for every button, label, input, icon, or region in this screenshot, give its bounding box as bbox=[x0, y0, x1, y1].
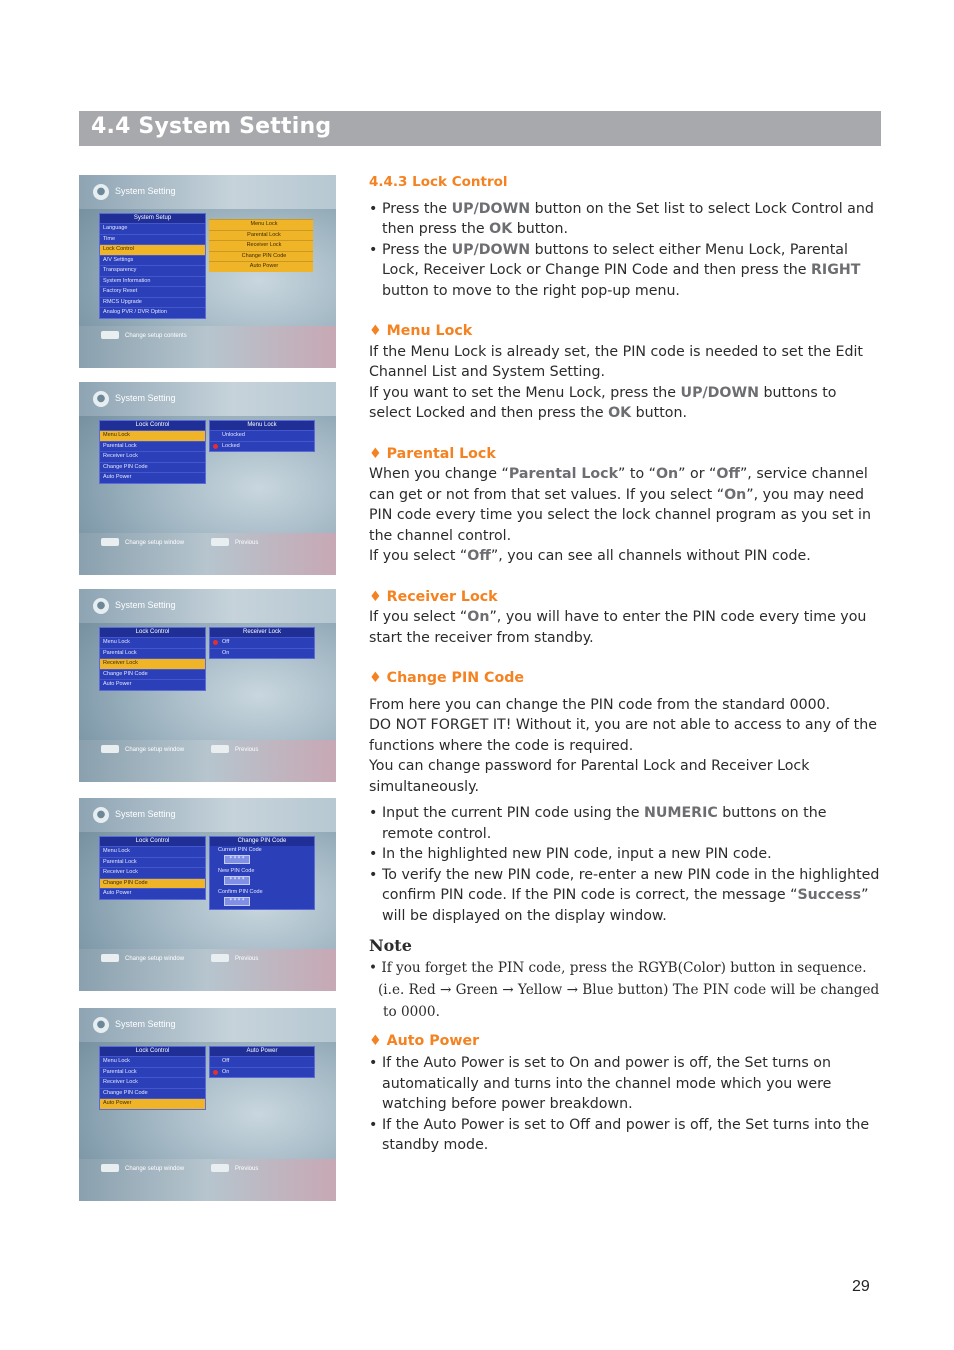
nav-key-icon bbox=[101, 745, 119, 753]
text: To verify the new PIN code, re-enter a new PIN code in the highlighted confirm PIN code. If the PIN code is correct, the message “ bbox=[382, 866, 880, 903]
text: If you select “ bbox=[369, 609, 468, 625]
option-label: On bbox=[222, 1068, 230, 1075]
popup-title: Receiver Lock bbox=[210, 628, 314, 637]
confirm-pin-label: Confirm PIN Code bbox=[218, 889, 263, 895]
osd-hint: Previous bbox=[235, 747, 259, 753]
lock-control-menu bbox=[99, 836, 206, 900]
menu-item: Receiver Lock bbox=[100, 1077, 205, 1088]
menu-item: Parental Lock bbox=[100, 648, 205, 659]
popup-option bbox=[210, 648, 314, 659]
keyword: Parental Lock bbox=[508, 466, 619, 482]
popup-option-selected bbox=[210, 441, 314, 452]
list-item bbox=[369, 865, 881, 927]
osd-hint: Change setup window bbox=[125, 1166, 185, 1172]
text: Press the bbox=[382, 200, 452, 217]
popup-option-selected bbox=[210, 637, 314, 648]
paragraph bbox=[369, 546, 881, 567]
osd-hint: Change setup window bbox=[125, 956, 185, 962]
popup-title: Change PIN Code bbox=[210, 837, 314, 846]
new-pin-label: New PIN Code bbox=[218, 868, 255, 874]
system-logo-icon: ● bbox=[93, 184, 109, 200]
menu-item: Receiver Lock bbox=[100, 867, 205, 878]
osd-title: System Setting bbox=[115, 809, 176, 819]
new-pin-field: * * * * bbox=[224, 876, 250, 885]
note-line: • If you forget the PIN code, press the RGYB(Color) button in sequence. bbox=[369, 959, 867, 976]
screenshot-system-setup bbox=[79, 175, 336, 368]
menu-title: Lock Control bbox=[100, 421, 205, 430]
osd-hint: Previous bbox=[235, 956, 259, 962]
text: buttons to select Locked and then press the bbox=[369, 384, 837, 421]
submenu-item: Parental Lock bbox=[209, 230, 313, 241]
menu-item-selected: Auto Power bbox=[100, 1098, 205, 1109]
system-logo-icon: ● bbox=[93, 598, 109, 614]
radio-dot-icon bbox=[213, 1070, 218, 1075]
text: ” or “ bbox=[678, 466, 717, 482]
text: button on the Set list to select Lock Control and then press the bbox=[382, 200, 874, 237]
option-label: On bbox=[222, 649, 230, 656]
text: button to move to the right pop-up menu. bbox=[382, 282, 680, 299]
osd-title: System Setting bbox=[115, 600, 176, 610]
menu-item: Change PIN Code bbox=[100, 669, 205, 680]
current-pin-label: Current PIN Code bbox=[218, 847, 262, 853]
popup-option-selected bbox=[210, 1067, 314, 1078]
system-logo-icon: ● bbox=[93, 807, 109, 823]
menu-item: Change PIN Code bbox=[100, 1088, 205, 1099]
paragraph: From here you can change the PIN code from the standard 0000. bbox=[369, 696, 831, 713]
screenshot-change-pin bbox=[79, 798, 336, 991]
osd-hint: Change setup window bbox=[125, 747, 185, 753]
keyword: Success bbox=[797, 887, 862, 903]
radio-dot-icon bbox=[213, 640, 218, 645]
auto-power-heading: ♦ Auto Power bbox=[369, 1032, 480, 1049]
nav-key-icon bbox=[101, 538, 119, 546]
current-pin-field: * * * * bbox=[224, 855, 250, 864]
keyword: NUMERIC bbox=[643, 805, 718, 821]
keyword: OK bbox=[608, 405, 632, 421]
lock-control-menu bbox=[99, 420, 206, 484]
note-line: to 0000. bbox=[383, 1003, 440, 1020]
screenshot-auto-power bbox=[79, 1008, 336, 1201]
keyword: On bbox=[724, 486, 747, 503]
menu-item: Auto Power bbox=[100, 888, 205, 899]
keyword: OK bbox=[489, 221, 513, 237]
osd-hint: Previous bbox=[235, 1166, 259, 1172]
menu-key-icon bbox=[211, 1164, 229, 1172]
text: ” to “ bbox=[618, 466, 656, 482]
osd-title: System Setting bbox=[115, 393, 176, 403]
text: When you change “ bbox=[369, 466, 509, 482]
keyword: RIGHT bbox=[811, 262, 861, 278]
menu-item: Parental Lock bbox=[100, 1067, 205, 1078]
osd-title: System Setting bbox=[115, 1019, 176, 1029]
nav-key-icon bbox=[101, 1164, 119, 1172]
menu-item: Transparency bbox=[100, 265, 205, 276]
menu-title: Lock Control bbox=[100, 628, 205, 637]
auto-power-steps bbox=[369, 1053, 881, 1156]
system-logo-icon: ● bbox=[93, 391, 109, 407]
menu-item-selected: Menu Lock bbox=[100, 430, 205, 441]
option-label: Unlocked bbox=[222, 432, 245, 438]
option-label: Off bbox=[222, 1058, 230, 1064]
menu-item: RMCS Upgrade bbox=[100, 297, 205, 308]
intro-steps bbox=[369, 199, 881, 302]
submenu-item: Auto Power bbox=[209, 261, 313, 272]
text: If you want to set the Menu Lock, press the bbox=[369, 384, 681, 401]
parental-lock-heading: ♦ Parental Lock bbox=[369, 445, 496, 462]
text: Press the bbox=[382, 241, 452, 258]
list-item: • In the highlighted new PIN code, input a new PIN code. bbox=[369, 844, 881, 865]
text: button. bbox=[631, 405, 687, 421]
menu-title: Lock Control bbox=[100, 837, 205, 846]
paragraph bbox=[369, 464, 881, 546]
lock-control-menu bbox=[99, 627, 206, 691]
text: button. bbox=[512, 221, 569, 237]
option-label: Locked bbox=[222, 442, 240, 449]
auto-power-popup bbox=[209, 1046, 315, 1078]
keyword: Off bbox=[467, 548, 491, 564]
nav-key-icon bbox=[101, 954, 119, 962]
menu-item: Auto Power bbox=[100, 679, 205, 690]
menu-item: System Information bbox=[100, 276, 205, 287]
osd-hint: Change setup contents bbox=[125, 333, 187, 339]
subsection-heading: 4.4.3 Lock Control bbox=[369, 174, 508, 190]
menu-item: Language bbox=[100, 223, 205, 234]
text: buttons to select either Menu Lock, Parental Lock, Receiver Lock or Change PIN Code and then press the bbox=[382, 241, 848, 278]
menu-item: Analog PVR / DVR Option bbox=[100, 307, 205, 318]
menu-item: Receiver Lock bbox=[100, 451, 205, 462]
menu-item: Auto Power bbox=[100, 472, 205, 483]
section-title: 4.4 System Setting bbox=[91, 114, 332, 139]
list-item bbox=[369, 240, 881, 302]
keyword: Off bbox=[716, 466, 740, 482]
list-item bbox=[369, 803, 881, 844]
osd-hint: Change setup window bbox=[125, 540, 185, 546]
keyword: UP/DOWN bbox=[451, 241, 531, 258]
paragraph: If the Menu Lock is already set, the PIN code is needed to set the Edit Channel List and System Setting. bbox=[369, 343, 863, 380]
receiver-lock-heading: ♦ Receiver Lock bbox=[369, 588, 498, 605]
menu-key-icon bbox=[211, 538, 229, 546]
menu-item-selected: Receiver Lock bbox=[100, 658, 205, 669]
keyword: On bbox=[655, 466, 679, 482]
body-text bbox=[369, 172, 881, 1156]
menu-item: A/V Settings bbox=[100, 255, 205, 266]
menu-item-selected: Lock Control bbox=[100, 244, 205, 255]
keyword: On bbox=[467, 609, 490, 625]
menu-item: Menu Lock bbox=[100, 846, 205, 857]
screenshot-receiver-lock bbox=[79, 589, 336, 782]
submenu-item: Change PIN Code bbox=[209, 251, 313, 262]
text: ” will be displayed on the display window. bbox=[382, 887, 869, 924]
menu-item-selected: Change PIN Code bbox=[100, 878, 205, 889]
text: ”, you can see all channels without PIN code. bbox=[490, 548, 811, 564]
popup-option bbox=[210, 430, 314, 441]
menu-item: Factory Reset bbox=[100, 286, 205, 297]
text: buttons on the remote control. bbox=[382, 805, 827, 842]
menu-item: Menu Lock bbox=[100, 1056, 205, 1067]
list-item bbox=[369, 199, 881, 240]
paragraph: You can change password for Parental Lock and Receiver Lock simultaneously. bbox=[369, 758, 810, 795]
text: ”, service channel can get or not from that set values. If you select “ bbox=[369, 466, 868, 503]
osd-title: System Setting bbox=[115, 186, 176, 196]
note-line: (i.e. Red → Green → Yellow → Blue button) The PIN code will be changed bbox=[378, 981, 880, 998]
menu-lock-heading: ♦ Menu Lock bbox=[369, 323, 473, 339]
menu-item: Parental Lock bbox=[100, 857, 205, 868]
confirm-pin-field: * * * * bbox=[224, 897, 250, 906]
menu-key-icon bbox=[211, 745, 229, 753]
text: ”, you may need PIN code every time you select the lock channel program as you set in the channel control. bbox=[369, 486, 871, 544]
radio-dot-icon bbox=[213, 444, 218, 449]
lock-control-menu bbox=[99, 1046, 206, 1110]
menu-title: System Setup bbox=[100, 214, 205, 223]
osd-hint: Previous bbox=[235, 540, 259, 546]
menu-lock-popup bbox=[209, 420, 315, 452]
change-pin-heading: ♦ Change PIN Code bbox=[369, 670, 524, 686]
menu-item: Menu Lock bbox=[100, 637, 205, 648]
submenu-item: Receiver Lock bbox=[209, 240, 313, 251]
note-heading: Note bbox=[369, 936, 412, 955]
popup-option bbox=[210, 1056, 314, 1067]
system-logo-icon: ● bbox=[93, 1017, 109, 1033]
lock-control-submenu bbox=[209, 219, 313, 272]
option-label: Off bbox=[222, 639, 230, 645]
receiver-lock-popup bbox=[209, 627, 315, 659]
paragraph bbox=[369, 607, 881, 648]
popup-title: Menu Lock bbox=[210, 421, 314, 430]
submenu-item: Menu Lock bbox=[209, 219, 313, 230]
list-item: • If the Auto Power is set to Off and power is off, the Set turns into the standby mode. bbox=[369, 1115, 881, 1156]
menu-key-icon bbox=[211, 954, 229, 962]
nav-key-icon bbox=[101, 331, 119, 339]
screenshot-menu-lock bbox=[79, 382, 336, 575]
keyword: UP/DOWN bbox=[680, 384, 760, 401]
system-setup-menu bbox=[99, 213, 206, 319]
menu-item: Parental Lock bbox=[100, 441, 205, 452]
text: If you select “ bbox=[369, 548, 468, 564]
list-item: • If the Auto Power is set to On and power is off, the Set turns on automatically and turns into the channel mode which you were watching before power breakdown. bbox=[369, 1053, 881, 1115]
paragraph: DO NOT FORGET IT! Without it, you are not able to access to any of the functions where the code is required. bbox=[369, 717, 877, 754]
keyword: UP/DOWN bbox=[451, 200, 531, 217]
paragraph bbox=[369, 383, 881, 424]
page-number: 29 bbox=[852, 1278, 870, 1295]
section-header-bar bbox=[79, 111, 881, 146]
menu-item: Time bbox=[100, 234, 205, 245]
menu-item: Change PIN Code bbox=[100, 462, 205, 473]
menu-title: Lock Control bbox=[100, 1047, 205, 1056]
text: Input the current PIN code using the bbox=[382, 805, 644, 821]
change-pin-popup bbox=[209, 836, 315, 910]
text: ”, you will have to enter the PIN code every time you start the receiver from standby. bbox=[369, 609, 867, 646]
pin-steps bbox=[369, 803, 881, 926]
popup-title: Auto Power bbox=[210, 1047, 314, 1056]
